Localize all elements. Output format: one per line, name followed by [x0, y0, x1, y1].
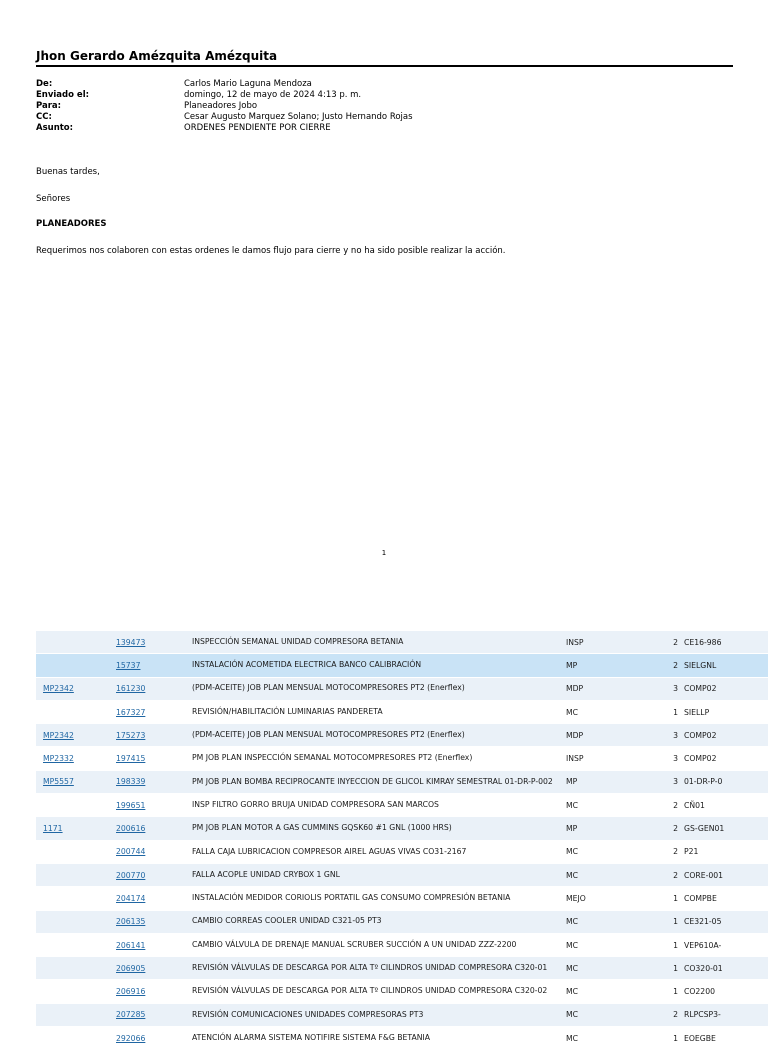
order-n-cell: 2 — [673, 637, 678, 647]
order-type-cell: MC — [566, 940, 579, 950]
order-type-cell: MDP — [566, 730, 584, 740]
order-type-cell: MC — [566, 847, 579, 857]
order-desc-cell: PM JOB PLAN INSPECCIÓN SEMANAL MOTOCOMPRESORES PT2 (Enerflex) — [192, 753, 473, 763]
order-type-cell: MP — [566, 660, 578, 670]
page-number: 1 — [381, 549, 387, 557]
order-desc-cell: REVISIÓN COMUNICACIONES UNIDADES COMPRESORAS PT3 — [192, 1009, 424, 1019]
order-type-cell: MC — [566, 917, 579, 927]
order-id-cell[interactable]: 197415 — [116, 754, 146, 764]
table-row[interactable] — [36, 724, 768, 747]
order-desc-cell: INSPECCIÓN SEMANAL UNIDAD COMPRESORA BETANIA — [192, 636, 404, 646]
order-desc-cell: (PDM-ACEITE) JOB PLAN MENSUAL MOTOCOMPRESORES PT2 (Enerflex) — [192, 683, 465, 693]
greeting: Buenas tardes, — [36, 167, 100, 177]
order-id-cell[interactable]: 207285 — [116, 1010, 146, 1020]
table-row[interactable] — [36, 1027, 768, 1050]
order-desc-cell: REVISIÓN VÁLVULAS DE DESCARGA POR ALTA Tº CILINDROS UNIDAD COMPRESORA C320-01 — [192, 963, 548, 972]
order-n-cell: 1 — [673, 940, 678, 950]
sent-row — [36, 90, 413, 101]
table-row[interactable] — [36, 887, 768, 910]
subject-row — [36, 123, 413, 134]
subject-label: Asunto: — [36, 123, 74, 133]
orders-table — [36, 631, 768, 1043]
order-type-cell: MDP — [566, 684, 584, 694]
table-row[interactable] — [36, 864, 768, 887]
order-type-cell: MC — [566, 707, 579, 717]
table-row[interactable] — [36, 817, 768, 840]
table-row[interactable] — [36, 841, 768, 864]
order-type-cell: MC — [566, 963, 579, 973]
table-row[interactable] — [36, 771, 768, 794]
order-desc-cell: INSP FILTRO GORRO BRUJA UNIDAD COMPRESORA SAN MARCOS — [192, 799, 439, 809]
order-id-cell[interactable]: 15737 — [116, 660, 141, 670]
order-loc-cell: CO320-01 — [684, 963, 723, 973]
order-desc-cell: INSTALACIÓN ACOMETIDA ELECTRICA BANCO CALIBRACIÓN — [192, 660, 422, 670]
order-type-cell: MC — [566, 800, 579, 810]
order-id-cell[interactable]: 139473 — [116, 637, 146, 647]
order-n-cell: 3 — [673, 754, 678, 764]
order-n-cell: 2 — [673, 870, 678, 880]
order-type-cell: MC — [566, 1033, 579, 1043]
table-row[interactable] — [36, 747, 768, 770]
order-id-cell[interactable]: 200744 — [116, 847, 146, 857]
table-row[interactable] — [36, 631, 768, 654]
order-n-cell: 3 — [673, 684, 678, 694]
order-loc-cell: CORE-001 — [684, 870, 724, 880]
table-row[interactable] — [36, 911, 768, 934]
order-type-cell: MC — [566, 987, 579, 997]
order-loc-cell: CE321-05 — [684, 917, 722, 927]
order-loc-cell: RLPCSP3- — [684, 1010, 721, 1020]
addressee: PLANEADORES — [36, 219, 107, 229]
order-n-cell: 2 — [673, 660, 678, 670]
order-n-cell: 3 — [673, 777, 678, 787]
salutation: Señores — [36, 194, 71, 204]
order-loc-cell: VEP610A- — [684, 940, 722, 950]
order-n-cell: 2 — [673, 1010, 678, 1020]
order-desc-cell: FALLA CAJA LUBRICACION COMPRESOR AIREL AGUAS VIVAS CO31-2167 — [192, 846, 467, 856]
table-row[interactable] — [36, 678, 768, 701]
order-id-cell[interactable]: 206905 — [116, 963, 146, 973]
order-id-cell[interactable]: 200616 — [116, 824, 146, 834]
order-n-cell: 1 — [673, 1033, 678, 1043]
order-id-cell[interactable]: 175273 — [116, 730, 146, 740]
to-label: Para: — [36, 101, 62, 111]
order-n-cell: 1 — [673, 963, 678, 973]
table-row[interactable] — [36, 980, 768, 1003]
order-desc-cell: PM JOB PLAN BOMBA RECIPROCANTE INYECCION DE GLICOL KIMRAY SEMESTRAL 01-DR-P-002 — [192, 776, 553, 786]
order-mp-cell[interactable]: 1171 — [43, 824, 63, 834]
sent-label: Enviado el: — [36, 90, 90, 100]
sender-name: Jhon Gerardo Amézquita Amézquita — [36, 49, 733, 67]
order-n-cell: 1 — [673, 893, 678, 903]
order-loc-cell: 01-DR-P-0 — [684, 777, 723, 787]
order-n-cell: 3 — [673, 730, 678, 740]
from-value: Carlos Mario Laguna Mendoza — [184, 79, 312, 89]
order-desc-cell: (PDM-ACEITE) JOB PLAN MENSUAL MOTOCOMPRESORES PT2 (Enerflex) — [192, 730, 465, 740]
table-row[interactable] — [36, 701, 768, 724]
order-type-cell: MEJO — [566, 893, 586, 903]
order-type-cell: INSP — [566, 754, 584, 764]
to-row — [36, 101, 413, 112]
order-n-cell: 1 — [673, 987, 678, 997]
table-row[interactable] — [36, 934, 768, 957]
order-desc-cell: REVISIÓN VÁLVULAS DE DESCARGA POR ALTA Tº CILINDROS UNIDAD COMPRESORA C320-02 — [192, 986, 548, 996]
sent-value: domingo, 12 de mayo de 2024 4:13 p. m. — [184, 90, 362, 100]
order-loc-cell: GS-GEN01 — [684, 824, 725, 834]
order-id-cell[interactable]: 161230 — [116, 684, 146, 694]
order-type-cell: MP — [566, 824, 578, 834]
table-row[interactable] — [36, 957, 768, 980]
order-loc-cell: COMP02 — [684, 684, 717, 694]
order-loc-cell: CE16-986 — [684, 637, 722, 647]
order-n-cell: 2 — [673, 800, 678, 810]
order-loc-cell: COMP02 — [684, 730, 717, 740]
order-type-cell: MP — [566, 777, 578, 787]
order-id-cell[interactable]: 204174 — [116, 893, 146, 903]
order-id-cell[interactable]: 200770 — [116, 870, 146, 880]
order-n-cell: 2 — [673, 824, 678, 834]
order-n-cell: 2 — [673, 847, 678, 857]
order-type-cell: INSP — [566, 637, 584, 647]
email-header-fields — [36, 79, 413, 134]
order-id-cell[interactable]: 167327 — [116, 707, 146, 717]
order-loc-cell: P21 — [684, 847, 699, 857]
from-label: De: — [36, 79, 53, 89]
table-row[interactable] — [36, 794, 768, 817]
order-loc-cell: CÑ01 — [684, 800, 705, 810]
order-loc-cell: CO2200 — [684, 987, 715, 997]
order-id-cell[interactable]: 198339 — [116, 777, 146, 787]
order-id-cell[interactable]: 292066 — [116, 1033, 146, 1043]
order-loc-cell: EOEGBE — [684, 1033, 716, 1043]
order-desc-cell: CAMBIO CORREAS COOLER UNIDAD C321-05 PT3 — [192, 916, 382, 926]
order-desc-cell: ATENCIÓN ALARMA SISTEMA NOTIFIRE SISTEMA F&G BETANIA — [192, 1032, 431, 1042]
message: Requerimos nos colaboren con estas ordenes le damos flujo para cierre y no ha sido posible realizar la acción. — [36, 246, 506, 256]
order-n-cell: 1 — [673, 707, 678, 717]
order-desc-cell: PM JOB PLAN MOTOR A GAS CUMMINS GQSK60 #1 GNL (1000 HRS) — [192, 823, 452, 833]
order-mp-cell[interactable]: MP5557 — [43, 777, 74, 787]
order-id-cell[interactable]: 206141 — [116, 940, 146, 950]
order-loc-cell: SIELLP — [684, 707, 710, 717]
order-loc-cell: COMPBE — [684, 893, 717, 903]
order-mp-cell[interactable]: MP2342 — [43, 684, 74, 694]
order-type-cell: MC — [566, 1010, 579, 1020]
order-n-cell: 1 — [673, 917, 678, 927]
order-id-cell[interactable]: 206135 — [116, 917, 146, 927]
order-id-cell[interactable]: 199651 — [116, 800, 146, 810]
cc-row — [36, 112, 413, 123]
order-id-cell[interactable]: 206916 — [116, 987, 146, 997]
subject-value: ORDENES PENDIENTE POR CIERRE — [184, 123, 331, 133]
order-type-cell: MC — [566, 870, 579, 880]
order-desc-cell: CAMBIO VÁLVULA DE DRENAJE MANUAL SCRUBER SUCCIÓN A UN UNIDAD ZZZ-2200 — [192, 939, 517, 949]
order-mp-cell[interactable]: MP2342 — [43, 730, 74, 740]
order-loc-cell: SIELGNL — [684, 660, 717, 670]
order-loc-cell: COMP02 — [684, 754, 717, 764]
order-desc-cell: INSTALACIÓN MEDIDOR CORIOLIS PORTATIL GAS CONSUMO COMPRESIÓN BETANIA — [192, 893, 511, 903]
order-mp-cell[interactable]: MP2332 — [43, 754, 74, 764]
to-value: Planeadores Jobo — [184, 101, 258, 111]
cc-label: CC: — [36, 112, 52, 122]
order-desc-cell: FALLA ACOPLE UNIDAD CRYBOX 1 GNL — [192, 869, 340, 879]
table-row[interactable] — [36, 1004, 768, 1027]
cc-value: Cesar Augusto Marquez Solano; Justo Hernando Rojas — [184, 112, 413, 122]
order-desc-cell: REVISIÓN/HABILITACIÓN LUMINARIAS PANDERETA — [192, 706, 383, 716]
from-row — [36, 79, 413, 90]
table-row[interactable] — [36, 654, 768, 677]
